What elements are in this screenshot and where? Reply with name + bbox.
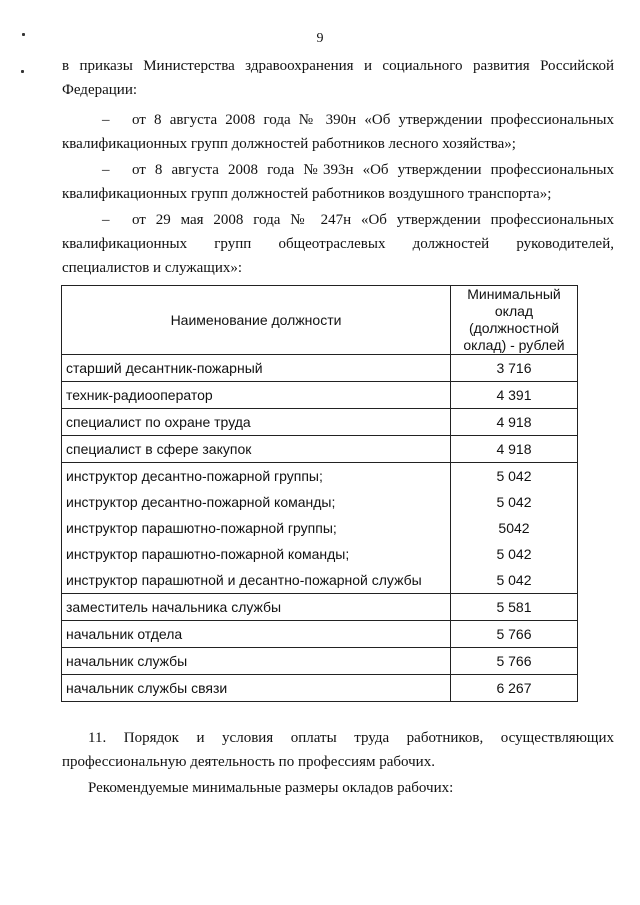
salary-cell: 5042 — [451, 515, 578, 541]
position-cell: инструктор парашютно-пожарной команды; — [62, 541, 451, 567]
table-row — [62, 515, 578, 541]
order-3-line-1: – от 29 мая 2008 года № 247н «Об утверждении профессиональных — [62, 208, 614, 232]
order-item-1 — [62, 108, 614, 156]
table-row — [62, 675, 578, 702]
header-position: Наименование должности — [62, 286, 451, 355]
table-row — [62, 594, 578, 621]
table-row — [62, 409, 578, 436]
order-item-3 — [62, 208, 614, 280]
dash-marker: – — [102, 112, 110, 128]
position-cell: старший десантник-пожарный — [62, 355, 451, 382]
dash-marker: – — [102, 162, 110, 178]
order-2-line-2: квалификационных групп должностей работников воздушного транспорта»; — [62, 186, 552, 202]
order-item-2 — [62, 158, 614, 206]
order-3-line-2: квалификационных групп общеотраслевых должностей руководителей, — [62, 236, 614, 252]
salary-cell: 4 391 — [451, 382, 578, 409]
recommended-paragraph: Рекомендуемые минимальные размеры окладов рабочих: — [88, 780, 454, 796]
salary-cell: 5 766 — [451, 621, 578, 648]
salary-cell: 5 042 — [451, 489, 578, 515]
salary-cell: 4 918 — [451, 436, 578, 463]
salary-cell: 5 042 — [451, 567, 578, 594]
salary-cell: 5 581 — [451, 594, 578, 621]
position-cell: техник-радиооператор — [62, 382, 451, 409]
section-11-line-1: 11. Порядок и условия оплаты труда работников, осуществляющих — [88, 730, 614, 746]
table-row — [62, 355, 578, 382]
table-header-row — [62, 286, 578, 355]
scan-mark — [21, 70, 24, 73]
order-2-line-1: – от 8 августа 2008 года №393н «Об утверждении профессиональных — [62, 158, 614, 182]
intro-line-1: в приказы Министерства здравоохранения и социального развития Российской — [62, 58, 614, 74]
position-cell: специалист по охране труда — [62, 409, 451, 436]
page-number: 9 — [316, 31, 324, 46]
header-min-salary: Минимальный оклад (должностной оклад) - рублей — [451, 286, 578, 355]
position-cell: начальник службы связи — [62, 675, 451, 702]
position-cell: инструктор десантно-пожарной команды; — [62, 489, 451, 515]
order-1-line-2: квалификационных групп должностей работников лесного хозяйства»; — [62, 136, 516, 152]
position-cell: инструктор парашютной и десантно-пожарной службы — [62, 567, 451, 594]
table-row — [62, 382, 578, 409]
section-11-line-2: профессиональную деятельность по профессиям рабочих. — [62, 754, 435, 770]
table-row — [62, 567, 578, 594]
table-row — [62, 621, 578, 648]
salary-cell: 5 042 — [451, 541, 578, 567]
salary-table — [61, 285, 578, 702]
table-row — [62, 648, 578, 675]
position-cell: начальник отдела — [62, 621, 451, 648]
table-row — [62, 489, 578, 515]
section-11-paragraph — [62, 726, 614, 774]
salary-cell: 3 716 — [451, 355, 578, 382]
scan-mark — [22, 33, 25, 36]
position-cell: начальник службы — [62, 648, 451, 675]
intro-line-2: Федерации: — [62, 82, 138, 98]
salary-cell: 5 042 — [451, 463, 578, 490]
order-1-line-1: – от 8 августа 2008 года № 390н «Об утверждении профессиональных — [62, 108, 614, 132]
position-cell: инструктор парашютно-пожарной группы; — [62, 515, 451, 541]
dash-marker: – — [102, 212, 110, 228]
table-row — [62, 463, 578, 490]
salary-cell: 5 766 — [451, 648, 578, 675]
position-cell: заместитель начальника службы — [62, 594, 451, 621]
table-row — [62, 541, 578, 567]
salary-cell: 6 267 — [451, 675, 578, 702]
position-cell: инструктор десантно-пожарной группы; — [62, 463, 451, 490]
order-3-line-3: специалистов и служащих»: — [62, 260, 243, 276]
salary-cell: 4 918 — [451, 409, 578, 436]
position-cell: специалист в сфере закупок — [62, 436, 451, 463]
table-row — [62, 436, 578, 463]
